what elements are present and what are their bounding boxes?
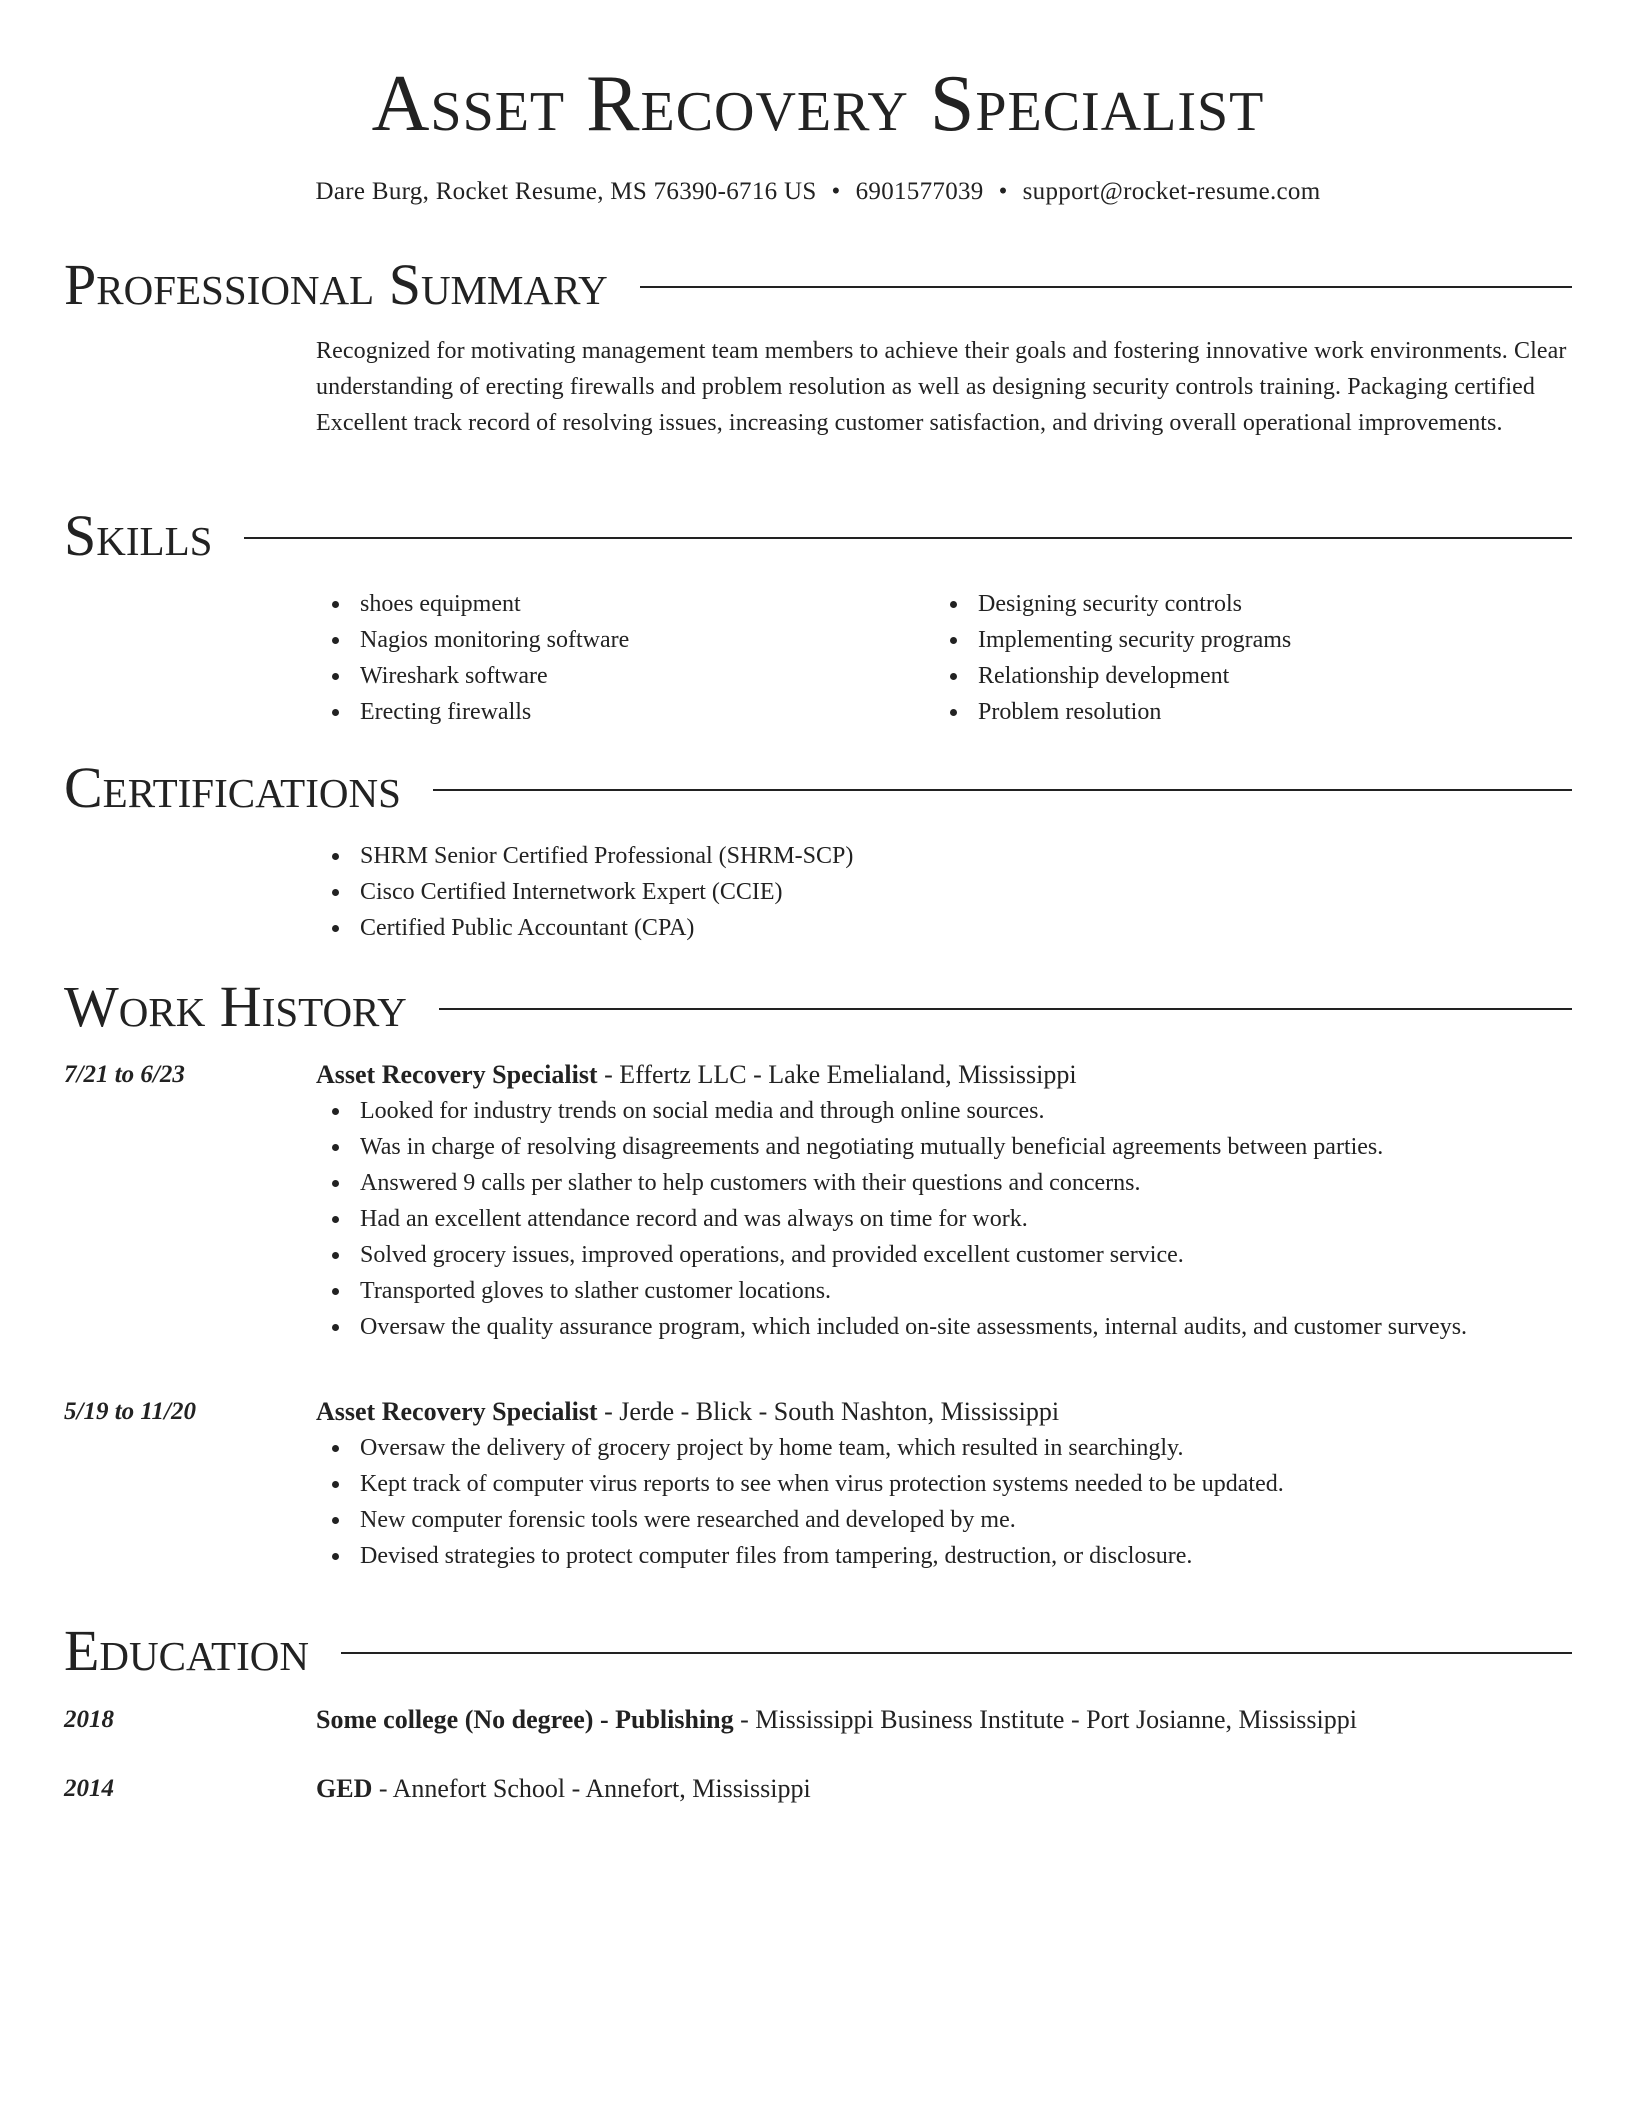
contact-line <box>64 176 1572 208</box>
skills-list-left <box>316 586 934 730</box>
job-heading <box>316 1394 1572 1430</box>
education-year: 2014 <box>64 1775 114 1802</box>
section-divider <box>640 286 1572 288</box>
job-duty-item: Oversaw the delivery of grocery project by home team, which resulted in searchingly. <box>316 1430 1572 1466</box>
job-duty-item: Solved grocery issues, improved operations, and provided excellent customer service. <box>316 1237 1572 1273</box>
job-title: Asset Recovery Specialist <box>316 1397 598 1426</box>
education-degree: GED <box>316 1774 373 1803</box>
job-dates: 5/19 to 11/20 <box>64 1398 196 1425</box>
job-heading <box>316 1057 1572 1093</box>
certifications-section-title: Certifications <box>64 755 401 820</box>
education-section-header <box>64 1620 1572 1682</box>
education-heading <box>316 1702 1572 1738</box>
section-divider <box>439 1008 1572 1010</box>
contact-separator: • <box>831 178 841 205</box>
skill-item: Nagios monitoring software <box>316 622 934 658</box>
certifications-block <box>316 838 1572 946</box>
certifications-list <box>316 838 1572 946</box>
education-school-location: - Mississippi Business Institute - Port Josianne, Mississippi <box>733 1705 1357 1734</box>
job-dates: 7/21 to 6/23 <box>64 1061 185 1088</box>
certification-item: Certified Public Accountant (CPA) <box>316 910 1572 946</box>
summary-section-title: Professional Summary <box>64 252 608 317</box>
job-duty-item: New computer forensic tools were researched and developed by me. <box>316 1502 1572 1538</box>
skill-item: Designing security controls <box>934 586 1552 622</box>
skill-item: shoes equipment <box>316 586 934 622</box>
work-section-header <box>64 976 1572 1038</box>
certification-item: SHRM Senior Certified Professional (SHRM-SCP) <box>316 838 1572 874</box>
resume-page <box>64 0 1572 1803</box>
education-school-location: - Annefort School - Annefort, Mississippi <box>372 1774 811 1803</box>
education-section-title: Education <box>64 1618 309 1683</box>
skills-section-header <box>64 505 1572 567</box>
summary-section-header <box>64 254 1572 316</box>
job-company-location: - Effertz LLC - Lake Emelialand, Mississippi <box>597 1060 1077 1089</box>
skills-columns <box>316 586 1572 730</box>
section-divider <box>433 789 1572 791</box>
section-divider <box>244 537 1572 539</box>
education-entry <box>316 1702 1572 1738</box>
education-degree: Some college (No degree) - Publishing <box>316 1705 734 1734</box>
skill-item: Wireshark software <box>316 658 934 694</box>
job-duty-item: Had an excellent attendance record and was always on time for work. <box>316 1201 1572 1237</box>
skill-item: Erecting firewalls <box>316 694 934 730</box>
contact-separator: • <box>998 178 1008 205</box>
education-entry <box>316 1771 1572 1807</box>
certifications-section-header <box>64 757 1572 819</box>
contact-phone: 6901577039 <box>855 178 984 205</box>
skill-item: Implementing security programs <box>934 622 1552 658</box>
job-duty-item: Kept track of computer virus reports to see when virus protection systems needed to be updated. <box>316 1466 1572 1502</box>
job-entry <box>316 1057 1572 1345</box>
job-duty-item: Oversaw the quality assurance program, which included on-site assessments, internal audits, and customer surveys. <box>316 1309 1572 1345</box>
job-duty-item: Was in charge of resolving disagreements and negotiating mutually beneficial agreements between parties. <box>316 1129 1572 1165</box>
job-duty-item: Looked for industry trends on social media and through online sources. <box>316 1093 1572 1129</box>
education-heading <box>316 1771 1572 1807</box>
skills-section-title: Skills <box>64 503 213 568</box>
skill-item: Problem resolution <box>934 694 1552 730</box>
contact-address: Dare Burg, Rocket Resume, MS 76390-6716 US <box>315 178 817 205</box>
summary-text: Recognized for motivating management team members to achieve their goals and fostering innovative work environments. Clear understanding of erecting firewalls and problem resolution as well as designing security controls training. Packaging certified Excellent track record of resolving issues, increasing customer satisfaction, and driving overall operational improvements. <box>316 338 1567 436</box>
job-title: Asset Recovery Specialist <box>316 1060 598 1089</box>
certification-item: Cisco Certified Internetwork Expert (CCIE) <box>316 874 1572 910</box>
section-divider <box>341 1652 1572 1654</box>
job-duty-item: Transported gloves to slather customer locations. <box>316 1273 1572 1309</box>
candidate-name: Asset Recovery Specialist <box>371 60 1265 148</box>
skills-block <box>316 586 1572 730</box>
job-duties-list <box>316 1430 1572 1574</box>
work-section-title: Work History <box>64 974 407 1039</box>
job-entry <box>316 1394 1572 1574</box>
skills-list-right <box>934 586 1552 730</box>
job-company-location: - Jerde - Blick - South Nashton, Mississippi <box>597 1397 1060 1426</box>
job-duties-list <box>316 1093 1572 1345</box>
skill-item: Relationship development <box>934 658 1552 694</box>
contact-email: support@rocket-resume.com <box>1022 178 1321 205</box>
summary-block <box>316 333 1572 441</box>
education-year: 2018 <box>64 1706 114 1733</box>
job-duty-item: Devised strategies to protect computer files from tampering, destruction, or disclosure. <box>316 1538 1572 1574</box>
job-duty-item: Answered 9 calls per slather to help customers with their questions and concerns. <box>316 1165 1572 1201</box>
